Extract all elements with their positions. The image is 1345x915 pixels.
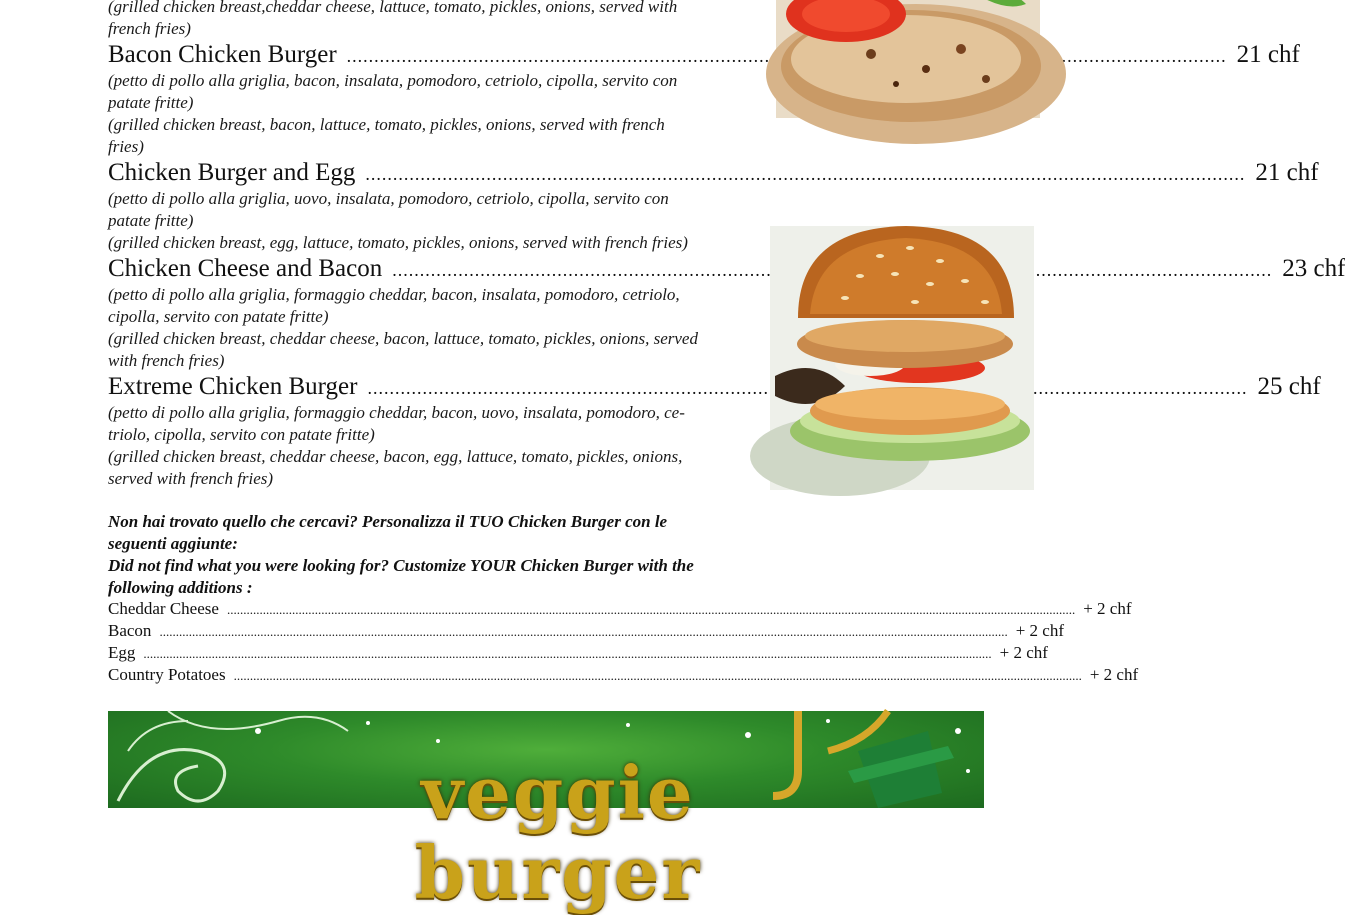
item-desc-it-line-1: (petto di pollo alla griglia, bacon, insalata, pomodoro, cetriolo, cipolla, servito con (108, 71, 678, 90)
chicken-burger-photo-top (776, 0, 1040, 118)
item-price: 23 chf (1282, 255, 1345, 282)
addition-name: Bacon (108, 621, 152, 640)
item-desc-en-line-2: fries) (108, 137, 144, 156)
addition-country-potatoes (108, 664, 1139, 686)
item-desc-en-line-1: (grilled chicken breast, egg, lattuce, tomato, pickles, onions, served with french fries) (108, 233, 688, 252)
dot-leader (234, 665, 1082, 687)
item-desc-it-line-1: (petto di pollo alla griglia, formaggio cheddar, bacon, insalata, pomodoro, cetriolo, (108, 285, 680, 304)
item-desc-en-line-1: (grilled chicken breast, bacon, lattuce, tomato, pickles, onions, served with french (108, 115, 665, 134)
addition-bacon (108, 620, 1064, 642)
top-description-line-1: (grilled chicken breast,cheddar cheese, lattuce, tomato, pickles, onions, served with (108, 0, 678, 16)
addition-name: Country Potatoes (108, 665, 226, 684)
custom-note-it-line-2: seguenti aggiunte: (108, 534, 238, 553)
item-desc-en-line-1: (grilled chicken breast, cheddar cheese, bacon, lattuce, tomato, pickles, onions, served (108, 329, 698, 348)
addition-price: + 2 chf (1083, 599, 1132, 618)
menu-item-bacon-chicken-burger (108, 41, 1300, 71)
veggie-burger-banner (108, 711, 984, 915)
addition-price: + 2 chf (1015, 621, 1064, 640)
addition-name: Egg (108, 643, 136, 662)
item-desc-en-line-2: with french fries) (108, 351, 225, 370)
banner-title: veggie burger (414, 750, 702, 915)
item-desc-it-line-2: patate fritte) (108, 211, 194, 230)
item-desc-it-line-1: (petto di pollo alla griglia, formaggio cheddar, bacon, uovo, insalata, pomodoro, ce- (108, 403, 685, 422)
item-desc-it-line-2: triolo, cipolla, servito con patate fritte) (108, 425, 375, 444)
item-price: 21 chf (1236, 41, 1300, 68)
chicken-burger-photo (770, 226, 1034, 490)
addition-egg (108, 642, 1048, 664)
item-name: Chicken Cheese and Bacon (108, 255, 383, 282)
item-name: Bacon Chicken Burger (108, 41, 337, 68)
addition-price: + 2 chf (1089, 665, 1139, 684)
dot-leader (143, 643, 991, 665)
item-price: 25 chf (1257, 373, 1321, 400)
addition-cheddar-cheese (108, 598, 1132, 620)
menu-item-extreme-chicken-burger (108, 373, 1321, 403)
custom-note-en-line-2: following additions : (108, 578, 253, 597)
dot-leader (365, 164, 1245, 185)
item-desc-it-line-1: (petto di pollo alla griglia, uovo, insalata, pomodoro, cetriolo, cipolla, servito con (108, 189, 669, 208)
top-description-line-2: french fries) (108, 19, 191, 38)
menu-item-chicken-cheese-and-bacon (108, 255, 1345, 285)
item-name: Chicken Burger and Egg (108, 159, 356, 186)
item-name: Extreme Chicken Burger (108, 373, 358, 400)
item-price: 21 chf (1255, 159, 1319, 186)
item-desc-it-line-2: cipolla, servito con patate fritte) (108, 307, 329, 326)
addition-name: Cheddar Cheese (108, 599, 219, 618)
dot-leader (227, 599, 1075, 621)
item-desc-it-line-2: patate fritte) (108, 93, 194, 112)
menu-item-chicken-burger-and-egg (108, 159, 1319, 189)
addition-price: + 2 chf (999, 643, 1048, 662)
custom-note-en-line-1: Did not find what you were looking for? Customize YOUR Chicken Burger with the (108, 556, 694, 575)
item-desc-en-line-2: served with french fries) (108, 469, 274, 488)
custom-note-it-line-1: Non hai trovato quello che cercavi? Personalizza il TUO Chicken Burger con le (108, 512, 668, 531)
dot-leader (159, 621, 1007, 643)
item-desc-en-line-1: (grilled chicken breast, cheddar cheese, bacon, egg, lattuce, tomato, pickles, onions, (108, 447, 683, 466)
